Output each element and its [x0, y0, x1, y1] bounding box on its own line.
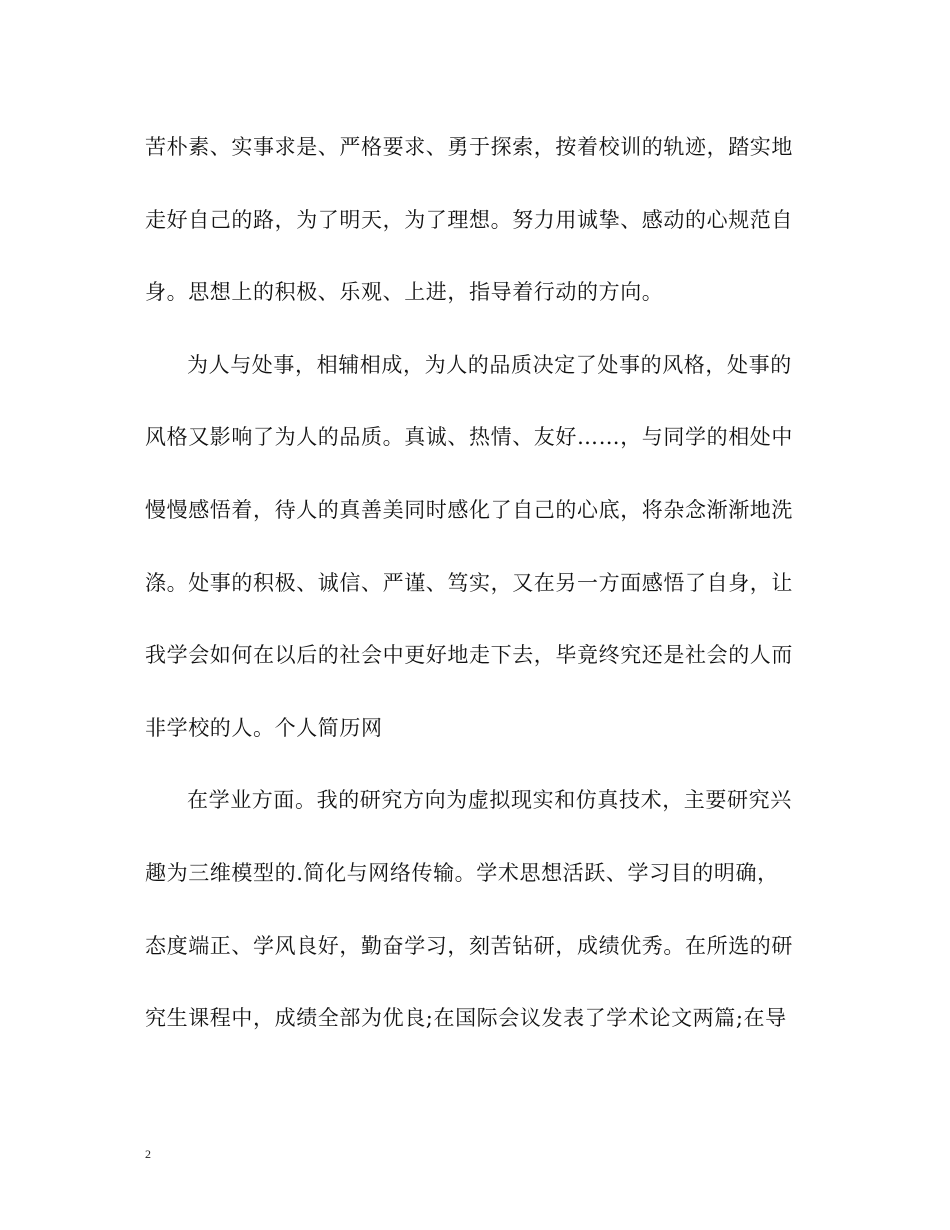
- text-line: 风格又影响了为人的品质。真诚、热情、友好……，与同学的相处中: [145, 425, 793, 450]
- text-line: 趣为三维模型的.简化与网络传输。学术思想活跃、学习目的明确，: [145, 860, 779, 885]
- text-line: 态度端正、学风良好，勤奋学习，刻苦钻研，成绩优秀。在所选的研: [145, 933, 793, 958]
- text-line: 究生课程中，成绩全部为优良;在国际会议发表了学术论文两篇;在导: [145, 1006, 787, 1031]
- text-line: 身。思想上的积极、乐观、上进，指导着行动的方向。: [145, 280, 664, 305]
- body-text: [145, 116, 810, 1060]
- text-line: 涤。处事的积极、诚信、严谨、笃实，又在另一方面感悟了自身，让: [145, 570, 793, 595]
- page-number: 2: [145, 1147, 151, 1161]
- text-line: 我学会如何在以后的社会中更好地走下去，毕竟终究还是社会的人而: [145, 643, 793, 668]
- text-line: 非学校的人。个人简历网: [145, 715, 383, 740]
- text-line: 苦朴素、实事求是、严格要求、勇于探索，按着校训的轨迹，踏实地: [145, 135, 793, 159]
- text-line: 慢慢感悟着，待人的真善美同时感化了自己的心底，将杂念渐渐地洗: [145, 497, 793, 522]
- paragraph-start-line: 在学业方面。我的研究方向为虚拟现实和仿真技术，主要研究兴: [187, 788, 792, 813]
- paragraph-start-line: 为人与处事，相辅相成，为人的品质决定了处事的风格，处事的: [187, 352, 792, 377]
- text-line: 走好自己的路，为了明天，为了理想。努力用诚挚、感动的心规范自: [145, 207, 793, 232]
